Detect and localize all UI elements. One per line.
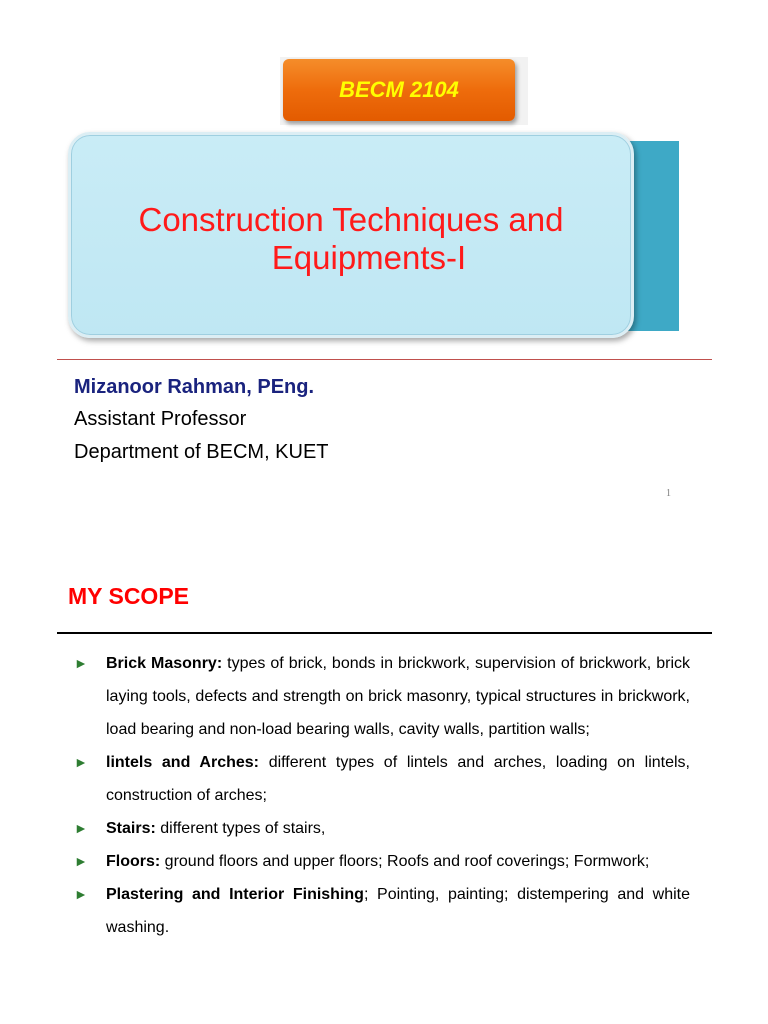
heading-underline [57, 632, 712, 634]
scope-heading: MY SCOPE [68, 583, 189, 609]
right-pointer-icon: ► [74, 655, 88, 671]
list-item [74, 845, 690, 878]
item-title: Brick Masonry: [106, 655, 223, 672]
author-position: Assistant Professor [74, 408, 247, 430]
item-text: different types of lintels and arches, loading on lintels, construction of arches; [106, 754, 690, 804]
right-pointer-icon: ► [74, 820, 88, 836]
item-text: ground floors and upper floors; Roofs and roof coverings; Formwork; [160, 853, 650, 870]
list-item [74, 812, 690, 845]
course-title-line2: Equipments-I [271, 239, 467, 276]
scope-list [74, 647, 690, 944]
item-title: Stairs: [106, 820, 156, 837]
list-item [74, 647, 690, 746]
item-text: ; Pointing, painting; distempering and white washing. [106, 886, 691, 936]
item-text: types of brick, bonds in brickwork, supervision of brickwork, brick laying tools, defects and strength on brick masonry, typical structures in brickwork, load bearing and non-load bearing walls, cavity walls, partition walls; [106, 655, 690, 738]
right-pointer-icon: ► [74, 853, 88, 869]
course-code: BECM 2104 [339, 77, 459, 102]
author-name: Mizanoor Rahman, PEng. [74, 376, 315, 398]
item-title: Plastering and Interior Finishing [106, 886, 364, 903]
author-department: Department of BECM, KUET [74, 441, 329, 463]
course-title [71, 201, 631, 277]
course-code-banner [283, 59, 515, 121]
right-pointer-icon: ► [74, 754, 88, 770]
title-box [68, 132, 634, 338]
divider-line [57, 359, 712, 360]
item-title: lintels and Arches: [106, 754, 260, 771]
item-text: different types of stairs, [155, 820, 326, 837]
list-item [74, 746, 690, 812]
right-pointer-icon: ► [74, 886, 88, 902]
page-number: 1 [666, 488, 671, 499]
item-title: Floors: [106, 853, 161, 870]
course-title-line1: Construction Techniques and [138, 201, 564, 238]
list-item [74, 878, 690, 944]
course-code-banner-frame [280, 57, 528, 125]
